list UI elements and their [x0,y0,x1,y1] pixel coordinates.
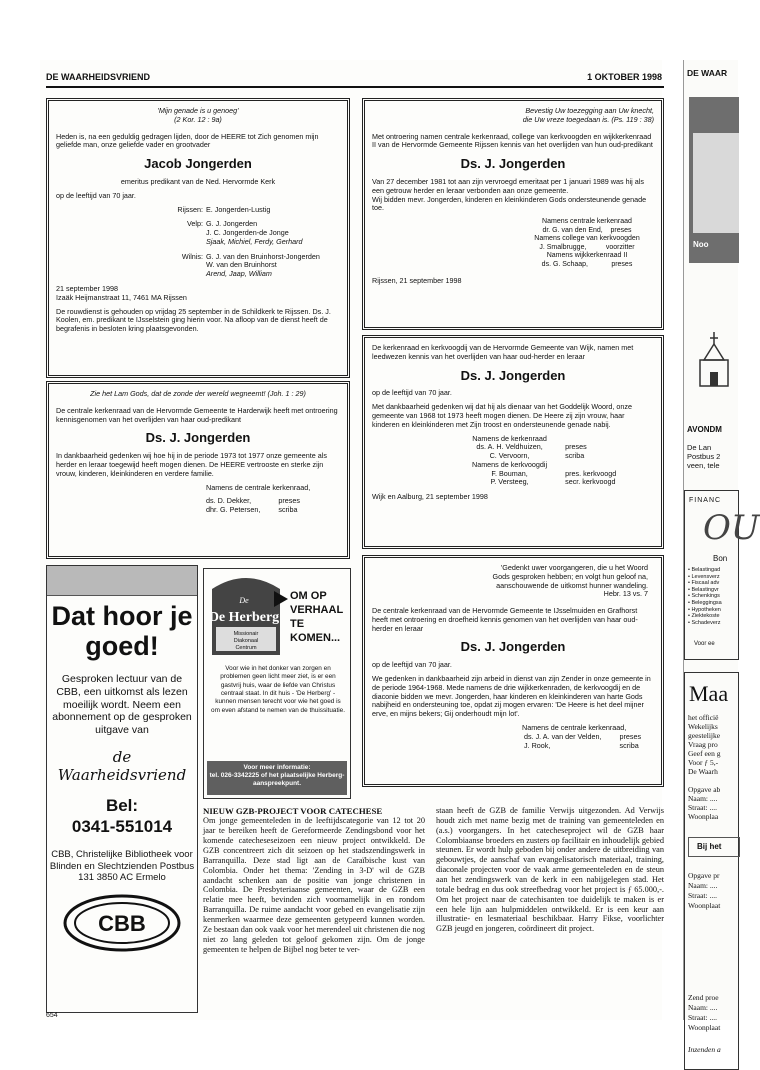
maal-ad [684,672,739,1070]
next-page-photo [689,97,739,263]
family-names: G. J. van den Bruinhorst-Jongerden W. van den Bruinhorst [206,251,320,270]
article-text: Om jonge gemeenteleden in de leeftijdscategorie van 12 tot 20 jaar te bereiken heeft de Gereformeerde Zendingsbond voor het komende catecheseseizoen een nieuw project ontwikkeld. De GZB concentreert zich dit seizoen op het stadszendingswerk in Barranquilla. Deze stad ligt aan de Caraïbische kust van Colombia. Onder het thema: 'Zending in 3-D' wil de GZB aandacht schenken aan de positie van jonge christenen in Colombia. De Presbyteriaanse gemeenten, waar de GZB een relatie mee heeft, bevinden zich voornamelijk in en rondom Barranquilla. De ruime aandacht voor gebed en evangelisatie zijn kenmerken waarmee deze gemeenten getypeerd kunnen worden. Ze bestaan dan ook vaak voor het merendeel uit christenen die nog niet zo lang geleden tot geloof gekomen zijn. Om de jonge gemeenten te helpen de Bijbel nog beter te ver- [203,816,425,954]
ad-address: CBB, Christelijke Bibliotheek voor Blinden en Slechtzienden Postbus 131 3850 AC Ermelo [49,849,195,883]
obituary-rijssen [362,98,664,330]
church-illustration-icon [692,330,736,390]
intro-text: De centrale kerkenraad van de Hervormde Gemeente te Harderwijk heeft met ontroering kennisgenomen van het overlijden van haar oud-predikant [56,405,338,424]
svg-text:Diakonaal: Diakonaal [233,638,259,644]
contact-title: Voor meer informatie: [243,764,311,771]
svg-text:Centrum: Centrum [235,645,257,651]
intro-text: Met ontroering namen centrale kerkenraad, college van kerkvoogden en wijkkerkenraad II van de Hervormde Gemeente Rijssen kennis van het overlijden van hun oud-predikant [372,131,653,150]
date: Rijssen, 21 september 1998 [372,276,462,286]
family-place: Wilnis: [181,251,203,261]
herberg-logo-icon [204,569,352,661]
address: Izaäk Heijmanstraat 11, 7461 MA Rijssen [56,292,187,302]
family-place: Velp: [187,219,203,229]
svg-text:Missionair: Missionair [233,631,259,637]
family-names: G. J. Jongerden J. C. Jongerden-de Jonge [206,219,289,238]
grandchildren-names: Arend, Jaap, William [206,269,272,279]
date: Wijk en Aalburg, 21 september 1998 [372,492,488,502]
motto: Zie het Lam Gods, dat de zonde der wereld wegneemt! (Joh. 1 : 29) [90,389,306,398]
age-text: op de leeftijd van 70 jaar. [56,190,136,200]
motto [372,107,654,125]
subtitle: emeritus predikant van de Ned. Hervormde Kerk [120,176,276,186]
fin-label: FINANC [689,497,722,504]
signatures [56,497,340,515]
cbb-logo-text: CBB [98,911,146,937]
ad-top-bar [47,566,197,596]
maal-title: Maa [689,681,729,706]
motto-line: die Uw vreze toegedaan is. (Ps. 119 : 38) [522,114,654,124]
intro-text: De centrale kerkenraad van de Hervormde Gemeente te IJsselmuiden en Grafhorst heeft met ontroering en droefheid kennis genomen van het overlijden van haar oud-herder en leraar [372,606,638,633]
family-entry [56,220,340,246]
fin-bottom: Voor ee [694,641,715,647]
signature-roles: preses scriba pres. kerkvoogd secr. kerkvoogd [565,442,617,487]
publication-name: DE WAARHEIDSVRIEND [46,72,151,82]
page-header [46,72,662,86]
fin-logo: OU [703,508,760,548]
obituary-harderwijk [46,381,350,559]
cbb-logo-icon [62,893,182,953]
family-entry [56,253,340,279]
fin-list: • Belastingad • Levensverz • Fiscaal adv • Belastingvr • Schenkings • Beleggingsa • Hypotheken • Ziektekoste • Schadeverz [688,567,722,626]
age-text: op de leeftijd van 70 jaar. [372,660,452,670]
signature-head: Namens de centrale kerkenraad, [522,723,627,733]
intro-text: Heden is, na een geduldig gedragen lijden, door de HEERE tot Zich genomen mijn geliefde man, onze geliefde vader en grootvader [56,131,319,150]
grandchildren-names: Sjaak, Michiel, Ferdy, Gerhard [206,236,303,246]
obituary-ijsselmuiden [362,555,664,787]
svg-text:VERHAAL: VERHAAL [290,604,344,616]
body-text: Wij bidden mevr. Jongerden, kinderen en kleinkinderen Gods ondersteunende genade toe. [372,194,647,213]
next-page-strip [683,60,760,1054]
svg-text:TE: TE [290,618,305,630]
svg-text:De: De [239,596,249,605]
signature-names: ds. J. A. van der Velden, J. Rook, [524,731,602,750]
maal-footer: Inzenden a [688,1045,721,1054]
body-text: Met dankbaarheid gedenken wij dat hij als dienaar van het Goddelijk Woord, onze gemeente van 1968 tot 1973 heeft mogen dienen. De Heere zij zijn vrouw, haar kinderen en kleinkinderen met Zijn troost en ondersteunende genade nabij. [372,402,632,429]
herberg-text: Voor wie in het donker van zorgen en problemen geen licht meer ziet, is er een gastvrij huis, waar de liefde van Christus centraal staat. In dit huis - 'De Herberg' - kunnen mensen terecht voor wie het goed is om even afstand te nemen van de thuissituatie. [211,665,345,714]
body-text: In dankbaarheid gedenken wij hoe hij in de periode 1973 tot 1977 onze gemeente als herder en leraar toegewijd heeft mogen dienen. De HEERE vertrooste en sterke zijn vrouw, kinderen, kleinkinderen en verdere familie. [56,451,327,478]
maal-text: het officië Wekelijks geestelijke Vraag pro Geef een g Voor ƒ 5,- De Waarh Opgave ab Naam: .... Straat: .... Woonplaa [688,713,721,821]
ad-phone [47,796,197,837]
family-entry [56,206,340,215]
ad-brand: de Waarheidsvriend [57,748,187,785]
photo-caption: Noo [693,240,709,249]
maal-form: Opgave pr Naam: .... Straat: .... Woonplaat [688,871,721,911]
deceased-name: Ds. J. Jongerden [460,156,566,172]
fin-sub: Bon [713,554,728,563]
page-number: 654 [46,1012,58,1019]
motto-line: 'Mijn genade is u genoeg' [157,106,239,115]
financial-ad [684,490,760,660]
signature-head: Namens de centrale kerkenraad, [206,482,311,492]
issue-date: 1 OKTOBER 1998 [587,72,662,82]
herberg-contact-bar [207,761,347,795]
family-names-group [206,220,303,246]
cbb-advertisement [46,565,198,1013]
motto: 'Gedenkt uwer voorgangeren, die u het Woord Gods gesproken hebben; en volgt hun geloof na, aanschouwende de uitkomst hunner wandeling. Hebr. 13 vs. 7 [492,563,648,599]
maal-box: Bij het [688,837,740,857]
article-col-1 [203,806,425,1014]
ad-title: Dat hoor je goed! [51,601,193,661]
herberg-advertisement [203,568,351,799]
article-col-2 [436,806,664,1014]
herberg-name: De Herberg [208,610,280,625]
phone-number: 0341-551014 [71,816,173,836]
signature-roles: preses scriba [278,496,300,515]
body-text: We gedenken in dankbaarheid zijn arbeid in dienst van zijn Zender in onze gemeente in de periode 1964-1968. Mede namens de drie wijkkerkenraden, de kerkvoogdij en de diaconie bidden we mevr. Jongerden, haar kinderen en kleinkinderen van harte Gods nabijheid en ondersteuning toe, opdat zij mogen ervaren: 'De Heere is het deel mijner erve, en mijns bekers; Gij onderhoudt mijn lot'. [372,674,651,719]
family-names: E. Jongerden-Lustig [206,204,271,214]
motto-line: Bevestig Uw toezegging aan Uw knecht, [525,106,654,115]
signatures [372,435,654,488]
service-text: De rouwdienst is gehouden op vrijdag 25 september in de Schildkerk te Rijssen. Ds. J. Koolen, em. predikant te IJsselstein ging hierin voor. Na afloop van de dienst heeft de begrafenis in besloten kring plaatsgevonden. [56,306,331,334]
obituary-family [46,98,350,378]
signature-names: Namens de kerkenraad ds. A. H. Veldhuizen, C. Vervoorn, Namens de kerkvoogdij F. Bouman, P. Versteeg, [472,433,548,487]
signatures [372,733,654,751]
avond-title: AVONDM [687,425,722,434]
obituary-wijk [362,335,664,549]
signature-names: ds. D. Dekker, dhr. G. Petersen, [206,496,261,515]
date: 21 september 1998 [56,284,118,294]
signature-roles: preses scriba [619,731,642,750]
ad-body: Gesproken lectuur van de CBB, een uitkomst als lezen moeilijk wordt. Neem een abonnement op de gesproken uitgave van [52,673,192,736]
contact-line: tel. 026-3342225 of het plaatselijke Herberg-aanspreekpunt. [209,772,345,788]
intro-text: De kerkenraad en kerkvoogdij van de Hervormde Gemeente van Wijk, namen met leedwezen kennis van het overlijden van haar oud-herder en leraar [372,343,634,361]
svg-text:OM OP: OM OP [290,590,327,602]
family-names-group [206,253,320,279]
phone-label: Bel: [105,796,139,816]
deceased-name: Ds. J. Jongerden [460,639,566,655]
signatures: Namens centrale kerkenraad dr. G. van den End, preses Namens college van kerkvoogden J. Smalbrugge, voorzitter Namens wijkkerkenraad II ds. G. Schaap, preses [534,218,640,268]
motto [56,107,340,125]
photo-inner [693,133,739,233]
avond-text: De Lan Postbus 2 veen, tele [687,443,721,470]
deceased-name: Ds. J. Jongerden [145,430,251,446]
deceased-name: Ds. J. Jongerden [460,367,566,383]
article-text: staan heeft de GZB de familie Verwijs uitgezonden. Ad Verwijs houdt zich met name bezig met de training van gemeenteleden en (a.s.) voorgangers. In het catecheseproject wil de GZB haar Colombiaanse broeders en zusters op facilitair en inhoudelijk gebied steunen. Er wordt hulp geboden bij onder andere de uitbreiding van gebouwtjes, de aanschaf van evangelisatorisch materiaal, training, diaconale projecten voor de vaak arme gemeenteleden en de steun aan het zendingswerk van de kerk in een nabijgelegen stad. Het totale bedrag en dus ook streefbedrag voor het project is ƒ 65.000,-. Om het project naar de catechisanten toe duidelijk te maken is er een hele lijn aan hulpmiddelen ontwikkeld. Er is een keur aan illustratie- en lesmateriaal beschikbaar. Harry Fikse, voorlichter GZB jeugd en jongeren, coördineert dit project. [436,806,664,934]
age-text: op de leeftijd van 70 jaar. [372,388,452,398]
header-rule [46,86,664,88]
body-text: Van 27 december 1981 tot aan zijn vervroegd emeritaat per 1 januari 1989 was hij als een getrouw herder en leraar verbonden aan onze gemeente. [372,176,644,195]
deceased-name: Jacob Jongerden [144,156,252,172]
article-title: NIEUW GZB-PROJECT VOOR CATECHESE [203,806,383,816]
motto-ref: (2 Kor. 12 : 9a) [174,114,222,124]
next-page-title: DE WAAR [687,68,728,78]
svg-text:KOMEN...: KOMEN... [290,632,341,644]
maal-form-2: Zend proe Naam: .... Straat: .... Woonplaat [688,993,721,1033]
family-place: Rijssen: [177,204,203,214]
